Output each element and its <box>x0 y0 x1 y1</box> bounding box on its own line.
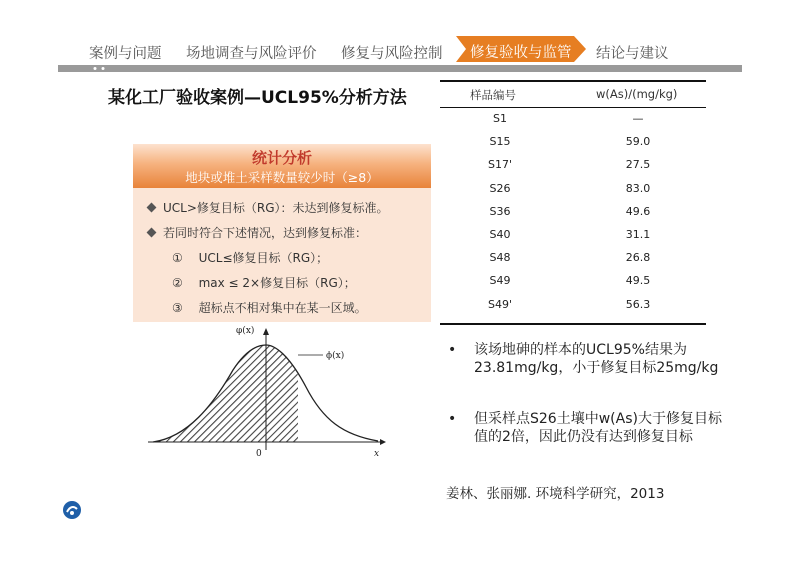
sub-item-number: ③ <box>172 301 183 315</box>
nav-item-conclusion[interactable]: 结论与建议 <box>596 46 669 62</box>
table-cell-sample: S40 <box>489 228 511 241</box>
statistics-subtitle: 地块或堆土采样数量较少时（≥8） <box>185 170 379 185</box>
origin-label: 0 <box>256 449 262 459</box>
statistics-line-1-text: UCL>修复目标（RG）：未达到修复标准。 <box>163 201 389 215</box>
table-cell-sample: S48 <box>489 251 511 265</box>
conclusion-bullet-1 <box>448 341 748 401</box>
diamond-bullet-icon <box>147 203 157 213</box>
table-cell-arsenic: 31.1 <box>625 228 651 241</box>
table-cell-arsenic: 26.8 <box>625 251 651 265</box>
table-cell-sample: S26 <box>489 181 511 195</box>
statistics-line-2 <box>148 224 367 241</box>
nav-item-acceptance-label: 修复验收与监管 <box>470 45 572 61</box>
y-axis-arrow <box>263 328 269 335</box>
nav-item-remediation[interactable]: 修复与风险控制 <box>341 46 443 62</box>
table-bottom-rule <box>440 323 706 325</box>
nav-progress-dots <box>92 66 162 71</box>
table-cell-sample: S49 <box>489 274 511 288</box>
statistics-line-2-text: 若同时符合下述情况，达到修复标准： <box>163 226 368 240</box>
table-header-rule <box>440 107 706 108</box>
normal-distribution-figure <box>148 325 388 465</box>
x-axis-label: x <box>374 449 380 459</box>
table-cell-sample: S36 <box>489 204 511 218</box>
table-cell-arsenic: 49.5 <box>625 274 651 288</box>
slide-title: 某化工厂验收案例—UCL95%分析方法 <box>108 88 407 108</box>
y-axis-label: φ(x) <box>236 326 255 336</box>
conclusion-text-1: 该场地砷的样本的UCL95%结果为23.81mg/kg，小于修复目标25mg/kg <box>474 342 719 376</box>
table-cell-arsenic: 83.0 <box>625 181 651 195</box>
statistics-sub-item-1 <box>172 249 328 266</box>
statistics-line-1 <box>148 199 389 216</box>
table-cell-arsenic: — <box>632 112 644 125</box>
sub-item-number: ① <box>172 251 183 265</box>
sub-item-text: 超标点不相对集中在某一区域。 <box>198 301 367 315</box>
table-header-arsenic: w(As)/(mg/kg) <box>596 87 678 101</box>
table-cell-sample: S15 <box>489 135 511 149</box>
shaded-area <box>153 345 298 442</box>
bullet-dot-icon: • <box>448 342 457 358</box>
table-cell-arsenic: 56.3 <box>625 297 651 311</box>
statistics-sub-item-2 <box>172 274 356 291</box>
x-axis-arrow <box>380 439 386 445</box>
table-cell-arsenic: 27.5 <box>625 158 651 172</box>
sub-item-text: max ≤ 2×修复目标（RG）； <box>198 276 356 290</box>
bullet-dot-icon: • <box>448 411 457 427</box>
conclusion-bullet-2 <box>448 410 748 470</box>
section-nav <box>0 0 800 80</box>
table-cell-arsenic: 49.6 <box>625 204 651 218</box>
table-cell-sample: S49' <box>487 297 512 311</box>
statistics-sub-item-3 <box>172 299 367 316</box>
conclusion-text-2: 但采样点S26土壤中w(As)大于修复目标值的2倍，因此仍没有达到修复目标 <box>474 411 722 445</box>
statistics-title: 统计分析 <box>251 149 312 167</box>
table-header-sample: 样品编号 <box>470 88 516 102</box>
sub-item-number: ② <box>172 276 183 290</box>
nav-item-survey[interactable]: 场地调查与风险评价 <box>186 46 317 62</box>
sub-item-text: UCL≤修复目标（RG）； <box>198 251 329 265</box>
nav-item-cases[interactable]: 案例与问题 <box>89 46 162 62</box>
statistics-box-header <box>133 144 431 188</box>
nav-item-acceptance[interactable] <box>456 36 586 62</box>
citation: 姜林、张丽娜. 环境科学研究，2013 <box>446 486 665 502</box>
table-cell-arsenic: 59.0 <box>625 135 651 149</box>
table-cell-sample: S17' <box>487 158 512 172</box>
diamond-bullet-icon <box>147 228 157 238</box>
institution-logo-icon <box>62 500 82 520</box>
table-cell-sample: S1 <box>493 112 507 125</box>
curve-label: ϕ(x) <box>326 351 345 361</box>
table-top-rule <box>440 80 706 82</box>
